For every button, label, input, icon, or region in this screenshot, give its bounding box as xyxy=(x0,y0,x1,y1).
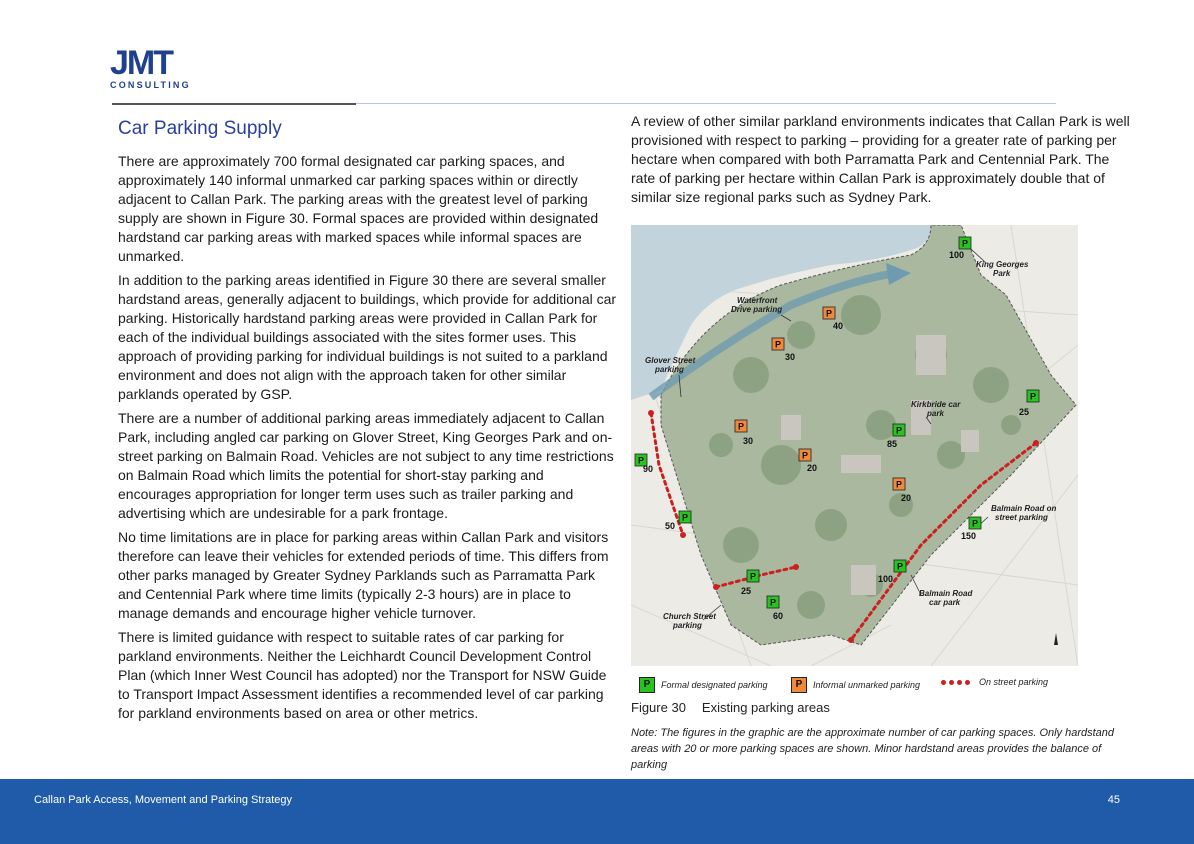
legend-informal-label: Informal unmarked parking xyxy=(813,680,921,690)
label-king-georges: King Georges xyxy=(976,260,1029,269)
formal-parking-icon: P xyxy=(639,677,655,693)
paragraph: No time limitations are in place for parking areas within Callan Park and visitors therefore can leave their vehicles for extended periods of time. This differs from other parks managed by Greater Sydney Parklands such as Parramatta Park and Centennial Park where time limits (typically 2-3 hours) are in place to manage demands and encourage higher vehicle turnover. xyxy=(118,529,609,621)
label-king-georges-2: Park xyxy=(993,269,1011,278)
parking-count: 20 xyxy=(901,493,912,503)
label-balmain-carpark: Balmain Road xyxy=(919,589,973,598)
figure-caption xyxy=(631,700,830,715)
marker-letter: P xyxy=(1030,391,1037,402)
label-balmain-onstreet: Balmain Road on xyxy=(991,504,1057,513)
page-number: 45 xyxy=(1107,794,1120,806)
parking-count: 100 xyxy=(878,574,894,584)
marker-letter: P xyxy=(896,425,903,436)
parking-count: 90 xyxy=(643,464,654,474)
figure-title: Existing parking areas xyxy=(701,700,830,715)
parking-count: 30 xyxy=(785,352,796,362)
header-rule-dark xyxy=(112,103,356,105)
parking-count: 85 xyxy=(887,439,898,449)
marker-letter: P xyxy=(638,455,645,466)
paragraph: There are a number of additional parking areas immediately adjacent to Callan Park, including angled car parking on Glover Street, King Georges Park and on-street parking on Balmain Road. Vehicles are not subject to any time restrictions on Balmain Road which limits the potential for short-stay parking and encourages appropriation for longer term uses such as trailer parking and advertising which are undesirable for a park frontage. xyxy=(118,410,614,521)
marker-letter: P xyxy=(972,518,979,529)
informal-parking-icon: P xyxy=(791,677,807,693)
on-street-dots-icon xyxy=(941,680,973,685)
parking-count: 60 xyxy=(773,611,784,621)
label-church-2: parking xyxy=(673,621,702,630)
body-text-right: A review of other similar parkland environments indicates that Callan Park is well provisioned with respect to parking – providing for a greater rate of parking per hectare when compared with both Parramatta Park and Centennial Park. The rate of parking per hectare within Callan Park is approximately double that of similar size regional parks such as Sydney Park. xyxy=(631,113,1130,205)
label-waterfront-2: Drive parking xyxy=(731,305,783,314)
parking-count: 150 xyxy=(961,531,977,541)
header-rule-light xyxy=(356,103,1056,104)
marker-letter: P xyxy=(682,512,689,523)
map-legend xyxy=(639,677,1079,693)
label-kirkbride-2: park xyxy=(927,409,944,418)
marker-letter: P xyxy=(770,597,777,608)
legend-on-street-label: On street parking xyxy=(979,677,1049,687)
paragraph: There are approximately 700 formal designated car parking spaces, and approximately 140 informal unmarked car parking spaces within or directly adjacent to Callan Park. The parking areas with the greatest level of parking supply are shown in Figure 30. Formal spaces are provided within designated hardstand car parking areas with marked spaces while informal spaces are unmarked. xyxy=(118,153,599,264)
logo-mark: JMT xyxy=(110,44,172,82)
parking-count: 20 xyxy=(807,463,818,473)
marker-letter: P xyxy=(738,421,745,432)
figure-note: Note: The figures in the graphic are the approximate number of car parking spaces. Only hardstand areas with 20 or more parking spaces are shown. Minor hardstand areas provides the balance of parking xyxy=(631,727,1115,771)
label-waterfront: Waterfront xyxy=(737,296,778,305)
map-graphic xyxy=(631,225,1078,666)
jmt-logo xyxy=(110,46,192,90)
parking-count: 50 xyxy=(665,521,676,531)
label-church: Church Street xyxy=(663,612,716,621)
footer-bar xyxy=(0,779,1194,844)
parking-count: 25 xyxy=(1019,407,1030,417)
label-balmain-onstreet-2: street parking xyxy=(995,513,1048,522)
paragraph: There is limited guidance with respect to suitable rates of car parking for parkland environments. Neither the Leichhardt Council Development Control Plan (which Inner West Council has adopted) nor the Transport for NSW Guide to Transport Impact Assessment identifies a recommended level of car parking for parkland environments based on area or other metrics. xyxy=(118,629,607,721)
label-balmain-carpark-2: car park xyxy=(929,598,961,607)
marker-letter: P xyxy=(775,339,782,350)
label-glover: Glover Street xyxy=(645,356,696,365)
marker-letter: P xyxy=(802,450,809,461)
marker-letter: P xyxy=(750,571,757,582)
logo-subtitle: CONSULTING xyxy=(110,80,191,90)
marker-letter: P xyxy=(962,238,969,249)
marker-letter: P xyxy=(897,561,904,572)
label-kirkbride: Kirkbride car xyxy=(911,400,961,409)
marker-letter: P xyxy=(826,308,833,319)
legend-on-street xyxy=(941,677,1048,687)
body-text-left xyxy=(118,152,618,728)
parking-count: 25 xyxy=(741,586,752,596)
parking-count: 40 xyxy=(833,321,844,331)
section-heading: Car Parking Supply xyxy=(118,118,282,139)
legend-informal xyxy=(791,677,920,693)
parking-count: 100 xyxy=(949,250,965,260)
parking-count: 30 xyxy=(743,436,754,446)
figure-number: Figure 30 xyxy=(631,700,686,715)
label-glover-2: parking xyxy=(655,365,684,374)
marker-letter: P xyxy=(896,479,903,490)
parking-map xyxy=(631,225,1078,666)
footer-document-title: Callan Park Access, Movement and Parking Strategy xyxy=(34,794,293,806)
legend-formal-label: Formal designated parking xyxy=(661,680,768,690)
legend-formal xyxy=(639,677,768,693)
paragraph: In addition to the parking areas identified in Figure 30 there are several smaller hardstand areas, generally adjacent to buildings, which provide for additional car parking. Historically hardstand parking areas were provided in Callan Park for each of the individual buildings associated with the sites former uses. This approach of providing parking for individual buildings is not suited to a parkland environment and does not align with the approach taken for other similar parklands operated by GSP. xyxy=(118,272,617,402)
